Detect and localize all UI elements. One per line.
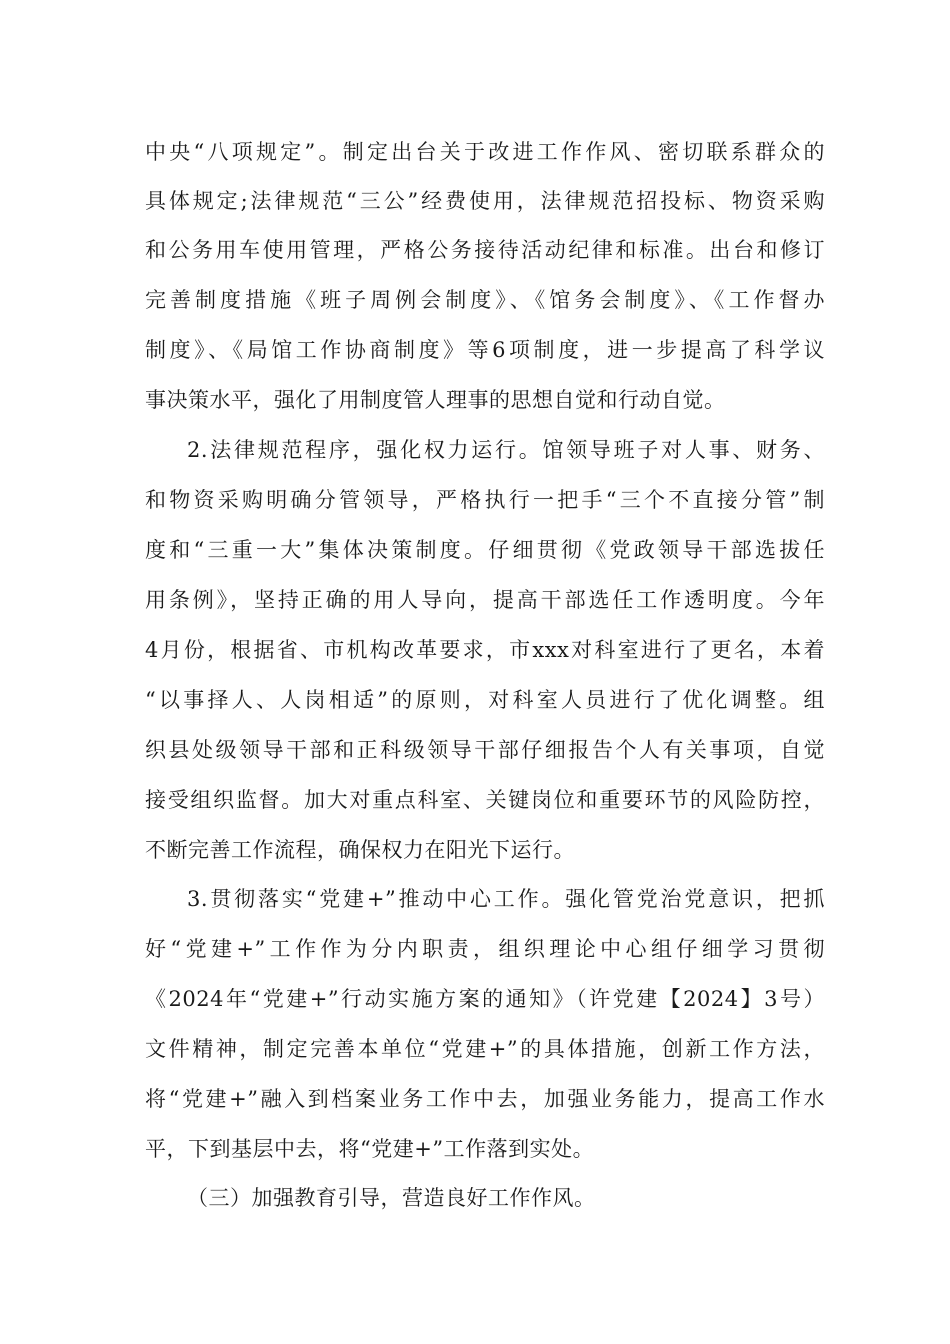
body-line-11: 4月份，根据省、市机构改革要求，市xxx对科室进行了更名，本着: [145, 638, 825, 662]
body-line-2: 具体规定;法律规范“三公”经费使用，法律规范招投标、物资采购: [145, 189, 825, 213]
body-line-15: 不断完善工作流程，确保权力在阳光下运行。: [145, 838, 575, 862]
body-line-3: 和公务用车使用管理，严格公务接待活动纪律和标准。出台和修订: [145, 238, 825, 262]
body-line-18: 《2024年“党建+”行动实施方案的通知》（许党建【2024】3号）: [145, 987, 825, 1011]
paragraph-3-heading-line: 3.贯彻落实“党建+”推动中心工作。强化管党治党意识，把抓: [187, 887, 825, 911]
body-line-10: 用条例》，坚持正确的用人导向，提高干部选任工作透明度。今年: [145, 588, 825, 612]
body-line-8: 和物资采购明确分管领导，严格执行一把手“三个不直接分管”制: [145, 488, 825, 512]
body-line-19: 文件精神，制定完善本单位“党建+”的具体措施，创新工作方法，: [145, 1037, 825, 1061]
paragraph-2-heading-line: 2.法律规范程序，强化权力运行。馆领导班子对人事、财务、: [187, 438, 825, 462]
body-line-9: 度和“三重一大”集体决策制度。仔细贯彻《党政领导干部选拔任: [145, 538, 825, 562]
body-line-6: 事决策水平，强化了用制度管人理事的思想自觉和行动自觉。: [145, 388, 726, 412]
body-line-4: 完善制度措施《班子周例会制度》、《馆务会制度》、《工作督办: [145, 288, 825, 312]
body-line-12: “以事择人、人岗相适”的原则，对科室人员进行了优化调整。组: [145, 688, 825, 712]
body-line-1: 中央“八项规定”。制定出台关于改进工作作风、密切联系群众的: [145, 140, 825, 164]
body-line-5: 制度》、《局馆工作协商制度》等6项制度，进一步提高了科学议: [145, 338, 825, 362]
body-line-14: 接受组织监督。加大对重点科室、关键岗位和重要环节的风险防控，: [145, 788, 825, 812]
section-heading-3: （三）加强教育引导，营造良好工作作风。: [187, 1186, 596, 1210]
body-line-17: 好“党建+”工作作为分内职责，组织理论中心组仔细学习贯彻: [145, 937, 825, 961]
body-line-20: 将“党建+”融入到档案业务工作中去，加强业务能力，提高工作水: [145, 1087, 825, 1111]
body-line-21: 平，下到基层中去，将“党建+”工作落到实处。: [145, 1137, 595, 1161]
body-line-13: 织县处级领导干部和正科级领导干部仔细报告个人有关事项，自觉: [145, 738, 825, 762]
